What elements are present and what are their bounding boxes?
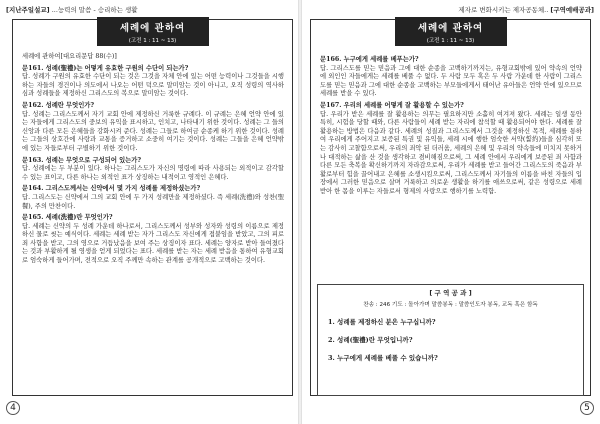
answer: 답. 성례는 그리스도께서 자기 교회 안에 제정하신 거룩한 규례다. 이 규례는 은혜 언약 안에 있는 자들에게 그리스도의 중보의 유익을 표시하고, 인치고, 나타내기 위한 것이다. 성례는 그 들의 신앙과 다른 모든 은혜들을 강화시켜 준다. 성례는 그들로 하여금 순종케 하기 위한 것이다. 성례는 그들의 상호간에 사랑과 교통을 증거하고 소중히 여기는 것이다. 성례는 그들을 은혜 언약밖에 있는 자들로부터 구별하기 위한 것이다. <box>22 110 284 152</box>
left-page <box>0 0 298 424</box>
question: 문165. 세례(洗禮)란 무엇인가? <box>22 214 113 222</box>
left-page-title: 세례에 관하여 <box>119 23 186 34</box>
study-box-title: [ 구 역 공 과 ] <box>429 289 472 297</box>
study-question: 2. 성례(聖禮)란 무엇입니까? <box>328 336 413 344</box>
left-scripture-ref: (고전 1 : 11 ~ 13) <box>128 38 177 44</box>
right-header-brand: [구역예배공과] <box>550 6 594 14</box>
answer: 답. 그리스도를 믿는 믿음과 그에 대한 순종을 고백하기까지는, 유형교회밖에 있어 약속의 언약에 외인인 자들에게는 세례를 베풀 수 없다. 두 사람 모두 혹은 두 사람 가운데 한 사람이 그리스도를 믿는 믿음과 그에 대한 순종을 고백하는 부모들에게서 태어난 유아들은 언약 안에 있으므로 세례를 받을 수 있다. <box>320 64 582 98</box>
answer: 답. 성례가 구원의 유효한 수단이 되는 것은 그것을 자체 안에 있는 어떤 능력이나 그것들을 시행하는 자들의 경건이나 의도에서 나오는 어떤 덕으로 말미암는 것이 아니고, 오직 성령의 역사하심과 성례들을 제정하신 그리스도의 복으로 말미암는 것이다. <box>22 73 284 98</box>
study-questions-box <box>317 284 584 396</box>
right-scripture-ref: (고전 1 : 11 ~ 13) <box>426 38 475 44</box>
answer: 답. 성례에는 두 부분이 있다. 하나는 그리스도가 자신의 명령에 따라 사용되는 외적이고 감각할 수 있는 표이고, 다른 하나는 외적인 표가 상징하는 내적이고 영적인 은혜다. <box>22 165 284 181</box>
left-body <box>22 53 284 266</box>
left-intro: 세례에 관하여[대요리문답 88(수)] <box>22 53 117 60</box>
left-header-brand: [지난주일설교] <box>6 6 50 14</box>
right-title-banner <box>395 17 507 46</box>
question: 문164. 그리스도께서는 신약에서 몇 가지 성례를 제정하셨는가? <box>22 185 201 193</box>
question: 문166. 누구에게 세례를 베푸는가? <box>320 56 419 63</box>
left-page-number: 4 <box>6 401 20 415</box>
right-running-header <box>458 5 594 14</box>
question: 문167. 우리의 세례를 어떻게 잘 활용할 수 있는가? <box>320 101 464 109</box>
left-title-banner <box>97 17 209 46</box>
left-content-card <box>12 19 293 396</box>
answer: 답. 우리가 받은 세례를 잘 활용하는 의무는 필요하지만 소홀히 여겨져 왔다. 세례는 일생 동안 특히, 시험을 당할 때와, 다른 사람들이 세례 받는 자리에 참석할 때 활용되어야 한다. 세례를 잘 활용하는 방법은 다음과 같다. 세례의 성질과 그리스도께서 그것을 제정하신 목적, 세례를 통하여 우리에게 주어지고 보증된 특권 및 유익들, 세례 시에 행한 엄숙한 서약(誓約)들을 심각히 또는 감사히 고찰함으로써, 우리의 죄악 된 더러움, 세례의 은혜 및 우리의 약속들에 미치지 못하거나 대적하는 삶을 산 것을 생각하고 겸비해짐으로써, 그 세례 안에서 우리에게 보증된 죄 사함과 다른 모든 축복을 확신하기까지 자라감으로써, 우리가 세례를 받고 들어간 그리스도의 죽음과 부활로부터 힘을 끌어내고 은혜를 소생시킴으로써, 그리스도께서 자기들의 이름을 바친 자들의 입장에서 그러한 믿음으로 살며 거룩하고 의로운 생활을 하기를 애쓰으로써, 같은 성령으로 세례 받아 한 몸을 이루는 자들로서 형제의 사랑으로 행하기를 노력함. <box>320 110 582 195</box>
question: 문163. 성례는 무엇으로 구성되어 있는가? <box>22 156 142 164</box>
answer: 답. 그리스도는 신약에서 그의 교회 안에 두 가지 성례만을 제정하셨다. 즉 세례(洗禮)와 성찬(聖餐), 주의 만찬이다. <box>22 193 284 210</box>
question: 문162. 성례란 무엇인가? <box>22 101 95 109</box>
right-page-title: 세례에 관하여 <box>417 23 484 34</box>
left-header-tail: ...능력의 말씀 - 승리하는 생활 <box>49 6 138 14</box>
study-box-order: 찬송 : 246 기도 : 돌아가며 말씀봉독 : 말씀인도자 봉독, 교독 혹은 함독 <box>363 302 538 308</box>
right-content-card <box>310 19 591 396</box>
study-question: 1. 성례를 제정하신 분은 누구십니까? <box>328 318 436 326</box>
question: 문161. 성례(聖禮)는 어떻게 유효한 구원의 수단이 되는가? <box>22 64 189 72</box>
right-body <box>320 53 582 197</box>
answer: 답. 세례는 신약의 두 성례 가운데 하나로서, 그리스도께서 성부와 성자와 성령의 이름으로 제정하신 물로 씻는 예식이다. 세례는 세례 받는 자가 그리스도 자신에게 접붙임을 받았고, 그의 피로 죄 사함을 받고, 그의 영으로 거듭났음을 보여 주는 상징이자 표다. 세례는 양자로 받아 들여졌다는 것과 부활하게 될 영생을 얻게 되었다는 표다. 세례를 받는 자는 세례 받음을 통하여 유형교회로 엄숙하게 들어가며, 전적으로 오직 주께만 속하는 관계를 공개적으로 고백하는 것이다. <box>22 222 284 265</box>
right-page <box>302 0 600 424</box>
right-page-number: 5 <box>580 401 594 415</box>
study-question: 3. 누구에게 세례를 베풀 수 있습니까? <box>328 354 438 362</box>
left-running-header <box>6 5 138 14</box>
right-header-tail: 제자로 변화시키는 제자공동체.. <box>458 6 551 14</box>
